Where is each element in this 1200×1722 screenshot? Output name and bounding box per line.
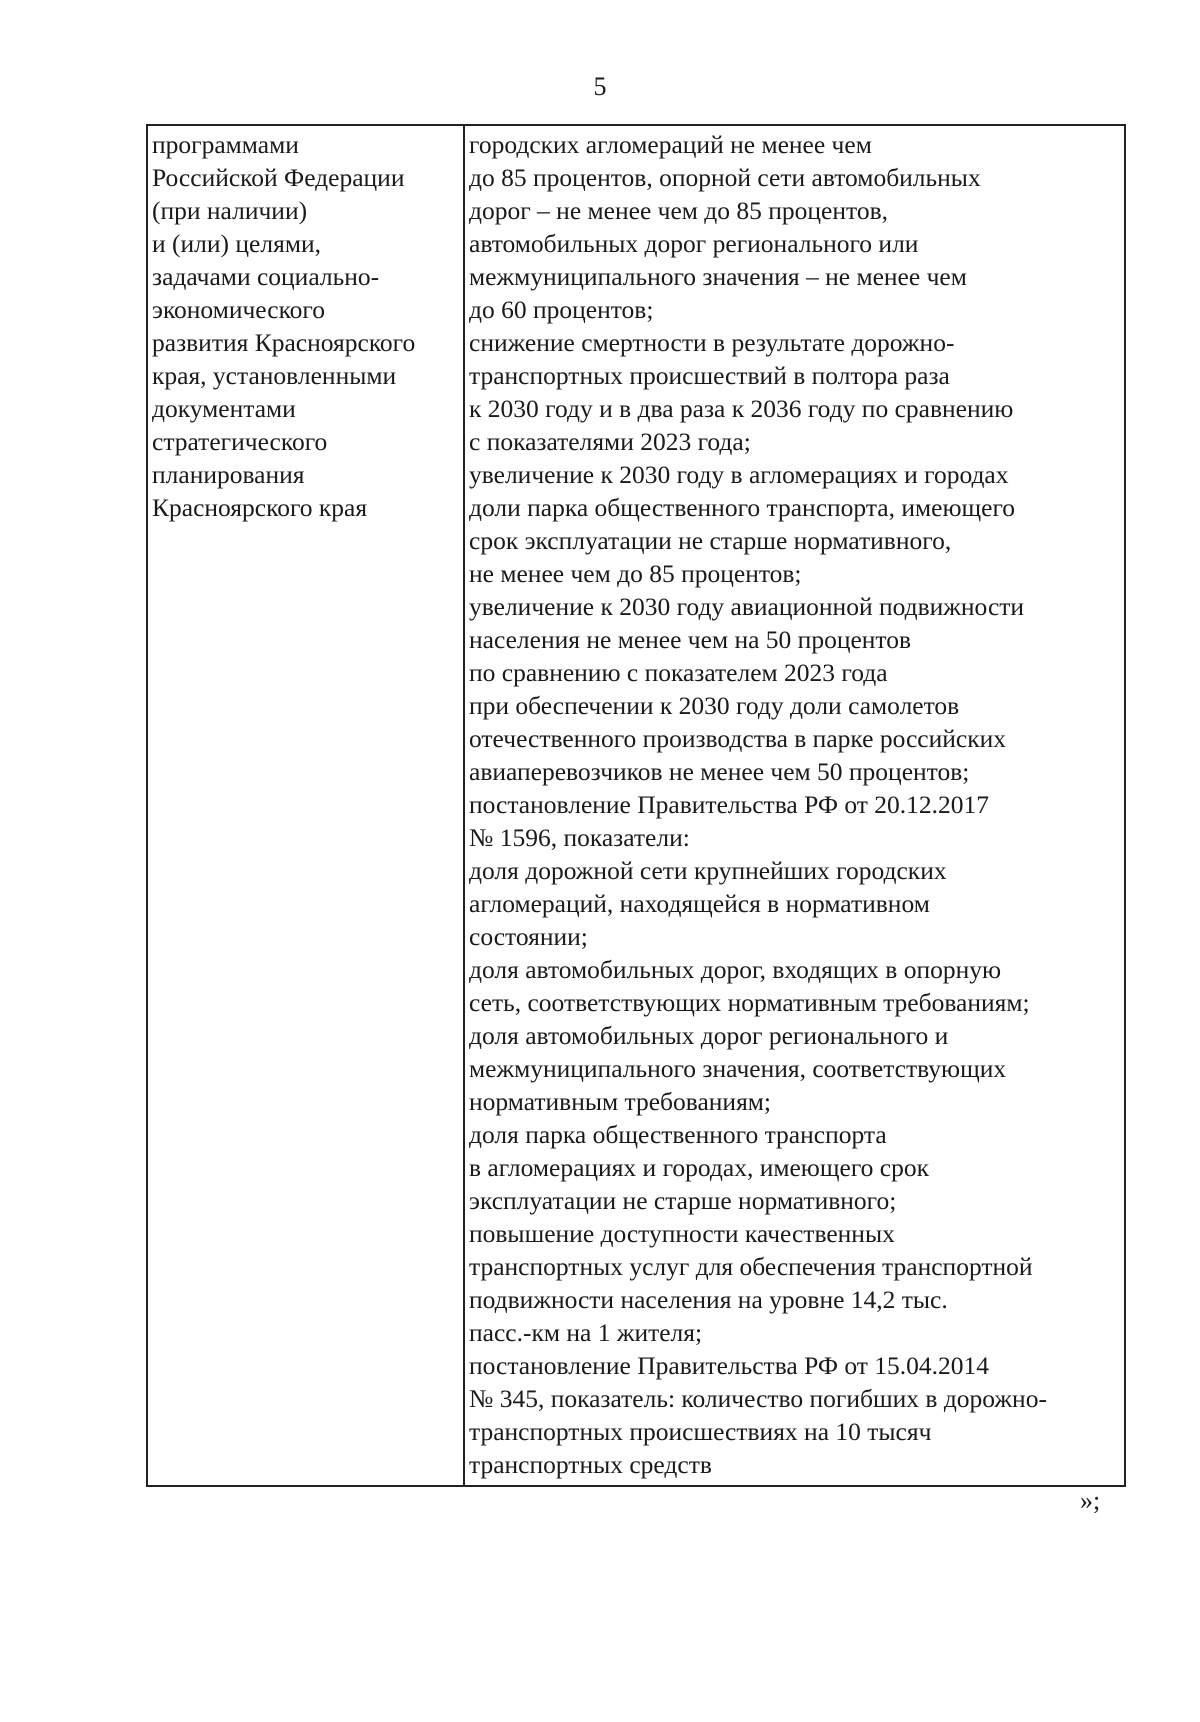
text-line: доля дорожной сети крупнейших городских	[469, 856, 947, 885]
text-line: авиаперевозчиков не менее чем 50 процентов;	[469, 757, 970, 786]
text-line: межмуниципального значения – не менее чем	[469, 262, 967, 291]
closing-quote-mark: »;	[1080, 1486, 1101, 1515]
text-line: транспортных происшествиях на 10 тысяч	[469, 1417, 932, 1446]
left-cell-text	[148, 126, 463, 528]
text-line: состоянии;	[469, 922, 588, 951]
text-line: постановление Правительства РФ от 15.04.2014	[469, 1351, 990, 1380]
text-line: и (или) целями,	[152, 229, 321, 258]
text-line: стратегического	[152, 427, 328, 456]
text-line: снижение смертности в результате дорожно-	[469, 328, 955, 357]
text-line: края, установленными	[152, 361, 397, 390]
text-line: по сравнению с показателем 2023 года	[469, 658, 888, 687]
text-line: Красноярского края	[152, 493, 368, 522]
document-table	[146, 124, 1126, 1487]
text-line: пасс.-км на 1 жителя;	[469, 1318, 703, 1347]
text-line: дорог – не менее чем до 85 процентов,	[469, 196, 888, 225]
text-line: транспортных услуг для обеспечения транспортной	[469, 1252, 1033, 1281]
text-line: не менее чем до 85 процентов;	[469, 559, 802, 588]
text-line: с показателями 2023 года;	[469, 427, 751, 456]
text-line: автомобильных дорог регионального или	[469, 229, 919, 258]
text-line: при обеспечении к 2030 году доли самолетов	[469, 691, 960, 720]
right-cell-text	[465, 126, 1124, 1485]
page-number: 5	[593, 72, 607, 101]
text-line: доля автомобильных дорог, входящих в опорную	[469, 955, 1002, 984]
text-line: № 345, показатель: количество погибших в дорожно-	[469, 1384, 1047, 1413]
text-line: программами	[152, 130, 299, 159]
text-line: транспортных средств	[469, 1450, 712, 1479]
table-row	[147, 125, 1125, 1486]
text-line: доли парка общественного транспорта, имеющего	[469, 493, 1016, 522]
text-line: межмуниципального значения, соответствующих	[469, 1054, 1007, 1083]
text-line: доля автомобильных дорог регионального и	[469, 1021, 949, 1050]
text-line: населения не менее чем на 50 процентов	[469, 625, 912, 654]
text-line: планирования	[152, 460, 305, 489]
text-line: экономического	[152, 295, 325, 324]
text-line: городских агломераций не менее чем	[469, 130, 872, 159]
text-line: постановление Правительства РФ от 20.12.2017	[469, 790, 990, 819]
text-line: № 1596, показатели:	[469, 823, 690, 852]
text-line: агломераций, находящейся в нормативном	[469, 889, 930, 918]
text-line: (при наличии)	[152, 196, 308, 225]
text-line: эксплуатации не старше нормативного;	[469, 1186, 897, 1215]
text-line: в агломерациях и городах, имеющего срок	[469, 1153, 929, 1182]
left-cell	[147, 125, 464, 1486]
text-line: увеличение к 2030 году в агломерациях и городах	[469, 460, 1009, 489]
text-line: к 2030 году и в два раза к 2036 году по сравнению	[469, 394, 1014, 423]
text-line: задачами социально-	[152, 262, 380, 291]
text-line: подвижности населения на уровне 14,2 тыс.	[469, 1285, 948, 1314]
text-line: увеличение к 2030 году авиационной подвижности	[469, 592, 1025, 621]
right-cell	[464, 125, 1125, 1486]
text-line: повышение доступности качественных	[469, 1219, 895, 1248]
text-line: доля парка общественного транспорта	[469, 1120, 887, 1149]
text-line: нормативным требованиям;	[469, 1087, 772, 1116]
text-line: до 60 процентов;	[469, 295, 654, 324]
text-line: развития Красноярского	[152, 328, 416, 357]
text-line: документами	[152, 394, 296, 423]
text-line: сеть, соответствующих нормативным требованиям;	[469, 988, 1030, 1017]
text-line: отечественного производства в парке российских	[469, 724, 1007, 753]
text-line: до 85 процентов, опорной сети автомобильных	[469, 163, 981, 192]
text-line: транспортных происшествий в полтора раза	[469, 361, 950, 390]
text-line: Российской Федерации	[152, 163, 405, 192]
text-line: срок эксплуатации не старше нормативного,	[469, 526, 952, 555]
